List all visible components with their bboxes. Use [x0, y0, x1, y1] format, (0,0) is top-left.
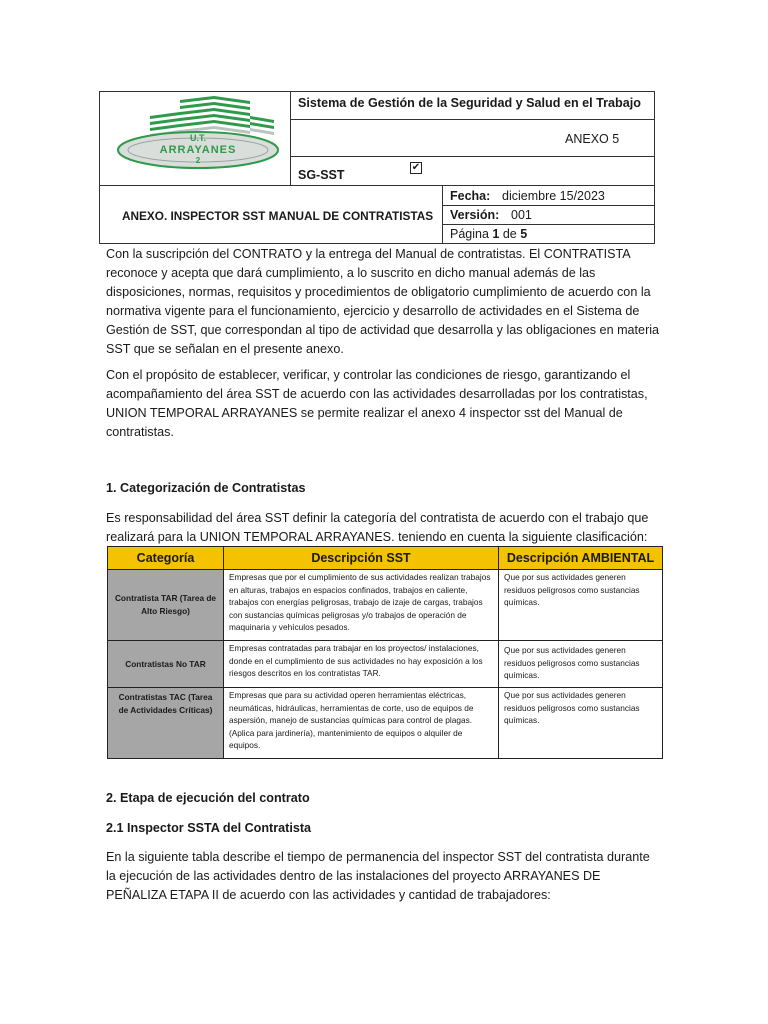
sst-description-cell: Empresas que por el cumplimiento de sus actividades realizan trabajos en alturas, trabajos en espacios confinados, trabajos en caliente, trabajos con energías peligrosas, trabajo de izaje de cargas, trabajos con sustancias químicas peligrosas y/o trabajos de operación de maquinaria y vehículos pesados.: [224, 570, 499, 641]
version-label: Versión:: [450, 208, 500, 222]
page-mid: de: [499, 227, 521, 241]
paragraph-inspector: En la siguiente tabla describe el tiempo de permanencia del inspector SST del contratista durante la ejecución de las actividades dentro de las instalaciones del proyecto ARRAYANES DE PEÑALIZA ETAPA II de acuerdo con las actividades y cantidad de trabajadores:: [106, 850, 650, 902]
category-cell: Contratista TAR (Tarea de Alto Riesgo): [108, 570, 224, 641]
fecha-value: diciembre 15/2023: [502, 189, 605, 203]
page-current: 1: [492, 227, 500, 241]
paragraph-contract: Con la suscripción del CONTRATO y la entrega del Manual de contratistas. El CONTRATISTA reconoce y acepta que dará cumplimiento, a lo suscrito en dicho manual además de las disposiciones, normas, requisitos y procedimientos de obligatorio cumplimiento de acuerdo con la normativa vigente para el funcionamiento, ejercicio y desarrollo de actividades en el Sistema de Gestión de SST, que correspondan al tipo de actividad que desarrolla y las obligaciones en materia SST que se señalan en el presente anexo.: [106, 247, 660, 356]
paragraph-purpose: Con el propósito de establecer, verificar, y controlar las condiciones de riesgo, garantizando el acompañamiento del área SST de acuerdo con las actividades desarrolladas por los contratistas, UNION TEMPORAL ARRAYANES se permite realizar el anexo 4 inspector sst del Manual de contratistas.: [106, 368, 648, 439]
ambiental-description-cell: Que por sus actividades generen residuos peligrosos como sustancias químicas.: [499, 688, 663, 759]
page-total: 5: [520, 227, 528, 241]
company-logo: [114, 94, 282, 182]
section21-heading: 2.1 Inspector SSTA del Contratista: [106, 821, 312, 835]
document-header: [99, 91, 655, 244]
sst-description-cell: Empresas contratadas para trabajar en los proyectos/ instalaciones, donde en el cumplimiento de sus actividades no hay exposición a los riesgos descritos en los contratistas TAR.: [224, 641, 499, 688]
version-value: 001: [511, 208, 532, 222]
column-header: Descripción SST: [224, 547, 499, 570]
ambiental-description-cell: Que por sus actividades generen residuos peligrosos como sustancias químicas.: [499, 641, 663, 688]
checkbox-icon: ✔: [411, 162, 421, 173]
column-header: Descripción AMBIENTAL: [499, 547, 663, 570]
sgsst-label: SG-SST: [298, 168, 345, 182]
logo-line1: U.T.: [189, 133, 207, 143]
system-title: Sistema de Gestión de la Seguridad y Salud en el Trabajo: [298, 96, 641, 110]
ambiental-description-cell: Que por sus actividades generen residuos peligrosos como sustancias químicas.: [499, 570, 663, 641]
annex-number: ANEXO 5: [565, 132, 620, 146]
sst-description-cell: Empresas que para su actividad operen herramientas eléctricas, neumáticas, hidráulicas, herramientas de corte, uso de equipos de aspersión, manejo de sustancias químicas para control de plagas. (Aplica para jardinería), mantenimiento de equipos o alquiler de equipos.: [224, 688, 499, 759]
category-cell: Contratistas TAC (Tarea de Actividades Críticas): [108, 688, 224, 759]
paragraph-classification: Es responsabilidad del área SST definir la categoría del contratista de acuerdo con el trabajo que realizará para la UNION TEMPORAL ARRAYANES. teniendo en cuenta la siguiente clasificación:: [106, 511, 649, 544]
logo-line3: 2: [195, 156, 201, 165]
fecha-label: Fecha:: [450, 189, 491, 203]
section2-heading: 2. Etapa de ejecución del contrato: [106, 791, 310, 805]
table-row: [108, 570, 663, 641]
category-cell: Contratistas No TAR: [108, 641, 224, 688]
page-prefix: Página: [450, 227, 493, 241]
document-title: ANEXO. INSPECTOR SST MANUAL DE CONTRATISTAS: [122, 209, 434, 223]
page-indicator: [450, 226, 527, 242]
table-row: [108, 688, 663, 759]
table-row: [108, 641, 663, 688]
column-header: Categoría: [108, 547, 224, 570]
category-table: [107, 546, 663, 759]
logo-line2: ARRAYANES: [159, 144, 237, 156]
table-header-row: [108, 547, 663, 570]
section1-heading: 1. Categorización de Contratistas: [106, 481, 306, 495]
